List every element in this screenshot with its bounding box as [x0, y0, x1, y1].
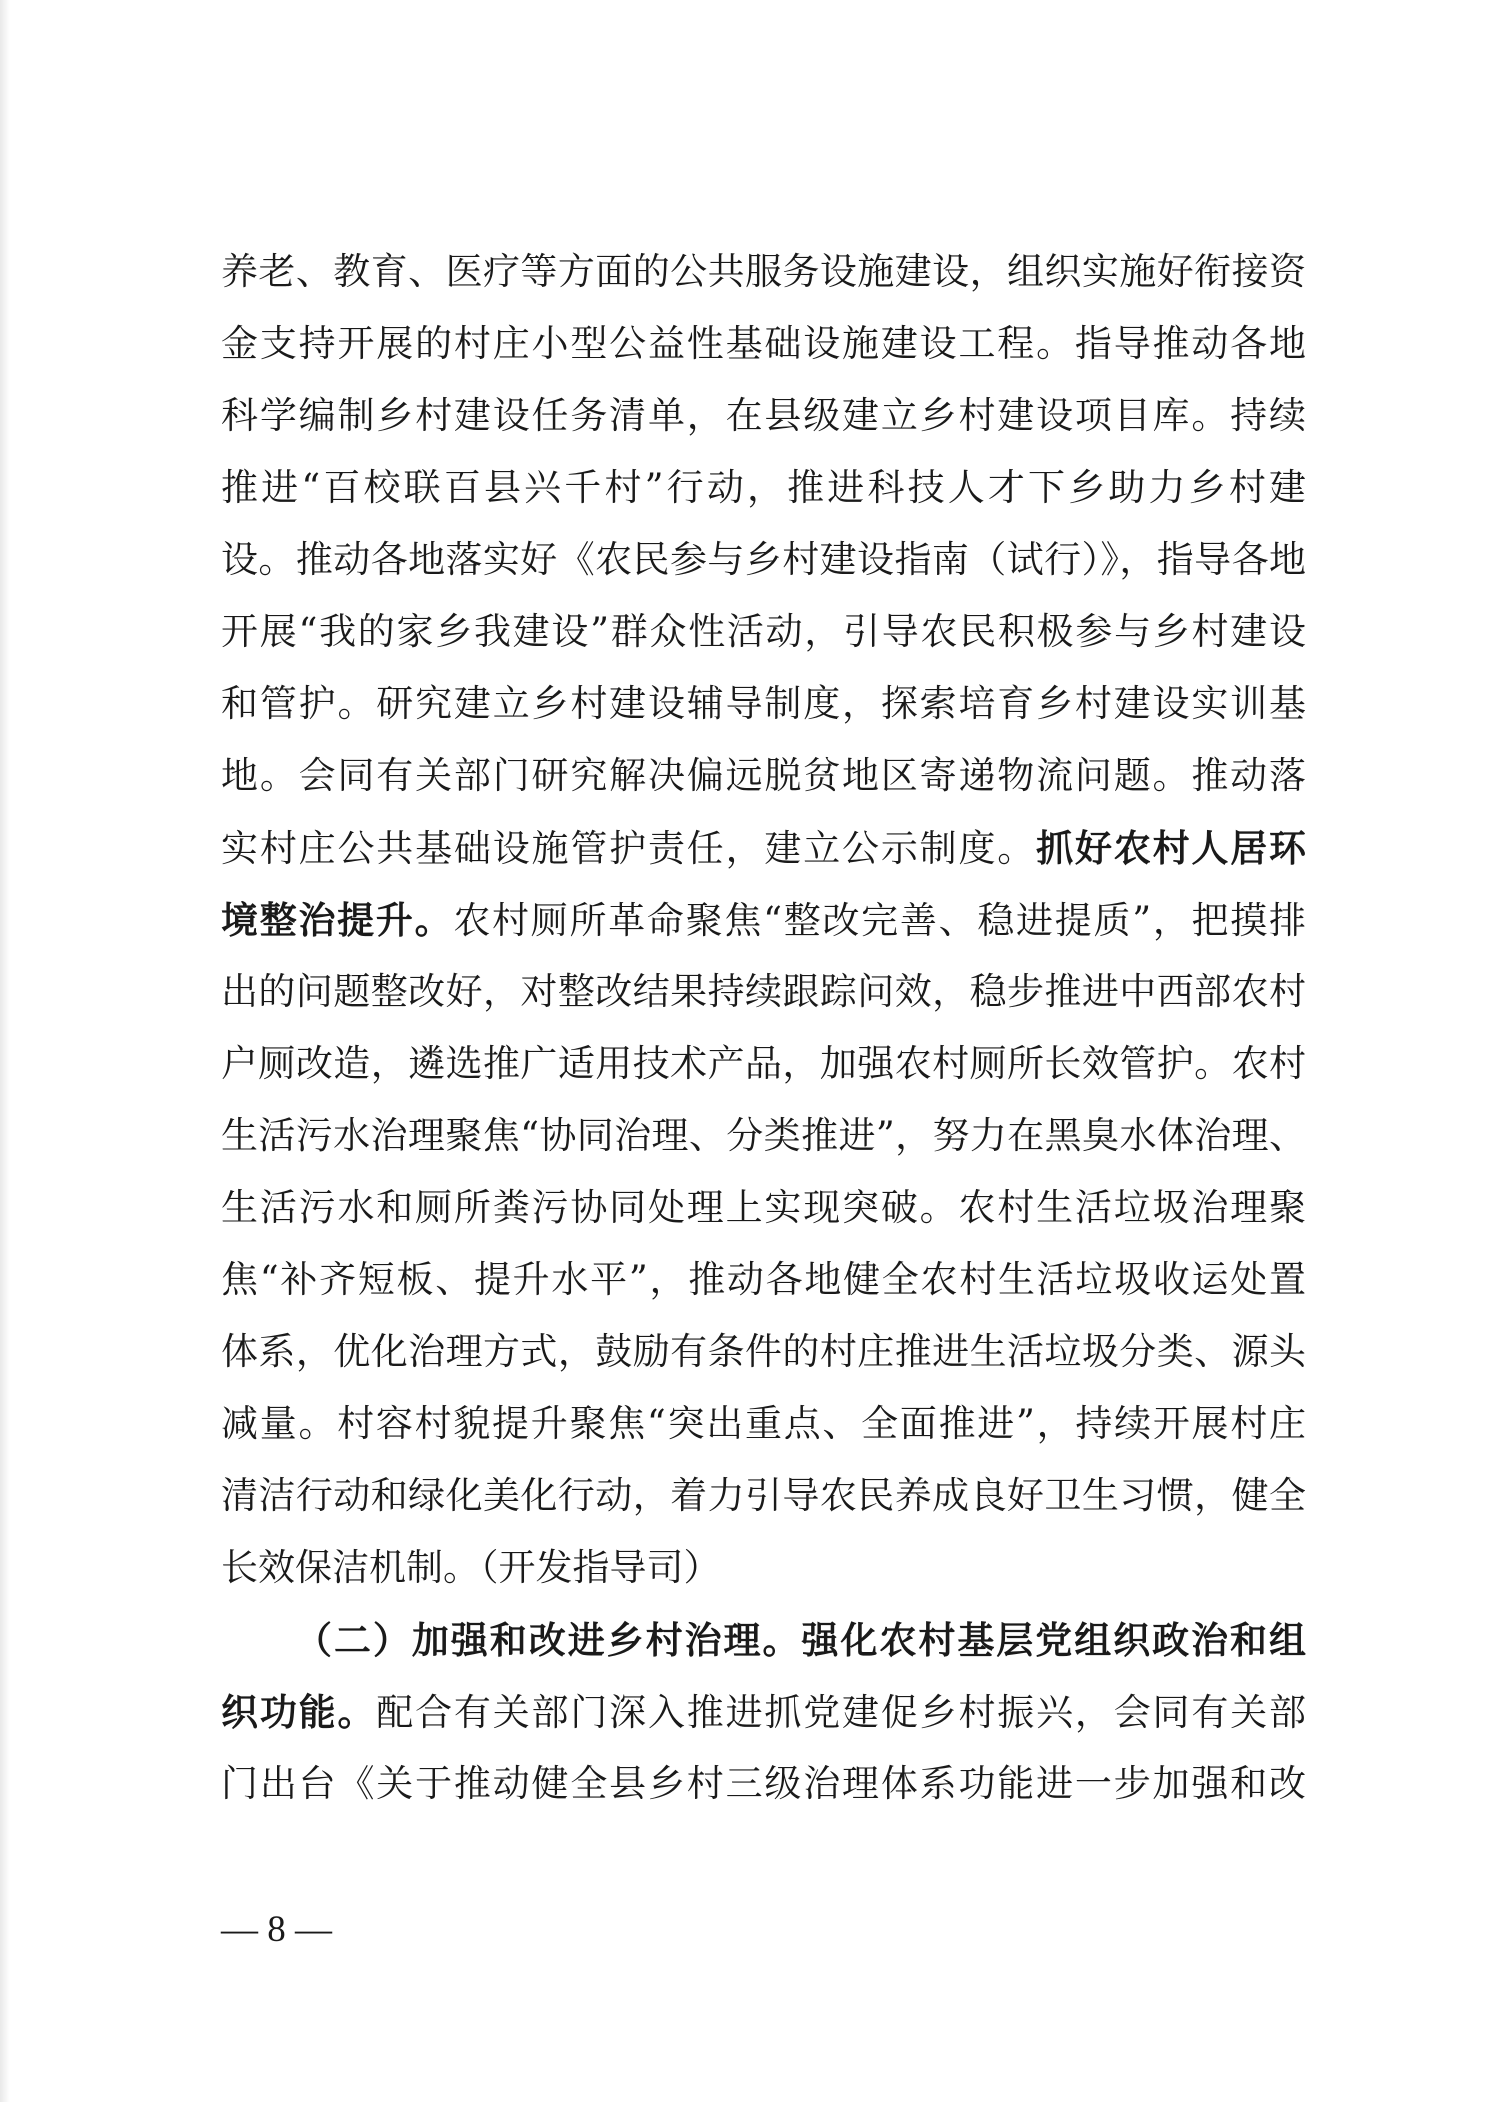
text-run: 实村庄公共基础设施管护责任，建立公示制度。: [221, 827, 1037, 870]
text-line: [221, 452, 1306, 524]
text-run: 体系，优化治理方式，鼓励有条件的村庄推进生活垃圾分类、源头: [221, 1330, 1306, 1373]
text-line: [221, 236, 1306, 308]
text-run: 和管护。研究建立乡村建设辅导制度，探索培育乡村建设实训基: [221, 682, 1306, 725]
text-line: [221, 308, 1306, 380]
text-run: 地。会同有关部门研究解决偏远脱贫地区寄递物流问题。推动落: [221, 754, 1306, 797]
text-line: [221, 1244, 1306, 1316]
text-run: 推进“百校联百县兴千村”行动，推进科技人才下乡助力乡村建: [221, 466, 1306, 509]
text-run: 农村厕所革命聚焦“整改完善、稳进提质”，把摸排: [453, 899, 1306, 942]
body-text: [221, 236, 1306, 1820]
text-run: 清洁行动和绿化美化行动，着力引导农民养成良好卫生习惯，健全: [221, 1474, 1306, 1517]
section-heading-line: [221, 1604, 1306, 1676]
text-line: [221, 1460, 1306, 1532]
text-run: 生活污水和厕所粪污协同处理上实现突破。农村生活垃圾治理聚: [221, 1186, 1306, 1229]
page-number: — 8 —: [221, 1909, 332, 1950]
text-run: 出的问题整改好，对整改结果持续跟踪问效，稳步推进中西部农村: [221, 970, 1306, 1013]
section-heading: （二）加强和改进乡村治理。强化农村基层党组织政治和组: [295, 1618, 1306, 1662]
scan-binding-edge: [0, 0, 10, 2102]
text-line: [221, 1676, 1306, 1748]
text-line: [221, 524, 1306, 596]
text-line: [221, 1028, 1306, 1100]
text-run: 金支持开展的村庄小型公益性基础设施建设工程。指导推动各地: [221, 322, 1306, 365]
text-run: 焦“补齐短板、提升水平”，推动各地健全农村生活垃圾收运处置: [221, 1258, 1306, 1301]
text-run: 养老、教育、医疗等方面的公共服务设施建设，组织实施好衔接资: [221, 250, 1306, 293]
text-run: 长效保洁机制。（开发指导司）: [221, 1546, 721, 1589]
text-line: [221, 740, 1306, 812]
text-line: [221, 884, 1306, 956]
text-run: 生活污水治理聚焦“协同治理、分类推进”，努力在黑臭水体治理、: [221, 1114, 1306, 1157]
text-run: 设。推动各地落实好《农民参与乡村建设指南（试行）》，指导各地: [221, 538, 1306, 581]
text-line: [221, 380, 1306, 452]
text-run: 开展“我的家乡我建设”群众性活动，引导农民积极参与乡村建设: [221, 610, 1306, 653]
text-line: [221, 1316, 1306, 1388]
bold-heading-run: 境整治提升。: [221, 898, 454, 942]
text-line: [221, 812, 1306, 884]
text-line: [221, 1172, 1306, 1244]
text-line: [221, 596, 1306, 668]
text-line: [221, 956, 1306, 1028]
bold-heading-run: 抓好农村人居环: [1036, 826, 1307, 870]
text-run: 科学编制乡村建设任务清单，在县级建立乡村建设项目库。持续: [221, 394, 1306, 437]
text-line: [221, 1532, 1306, 1604]
bold-heading-run: 织功能。: [221, 1690, 377, 1734]
text-line: [221, 1748, 1306, 1820]
text-run: 配合有关部门深入推进抓党建促乡村振兴，会同有关部: [376, 1691, 1307, 1734]
text-run: 减量。村容村貌提升聚焦“突出重点、全面推进”，持续开展村庄: [221, 1402, 1306, 1445]
text-line: [221, 1388, 1306, 1460]
text-run: 户厕改造，遴选推广适用技术产品，加强农村厕所长效管护。农村: [221, 1042, 1306, 1085]
text-line: [221, 1100, 1306, 1172]
text-line: [221, 668, 1306, 740]
text-run: 门出台《关于推动健全县乡村三级治理体系功能进一步加强和改: [221, 1762, 1306, 1805]
